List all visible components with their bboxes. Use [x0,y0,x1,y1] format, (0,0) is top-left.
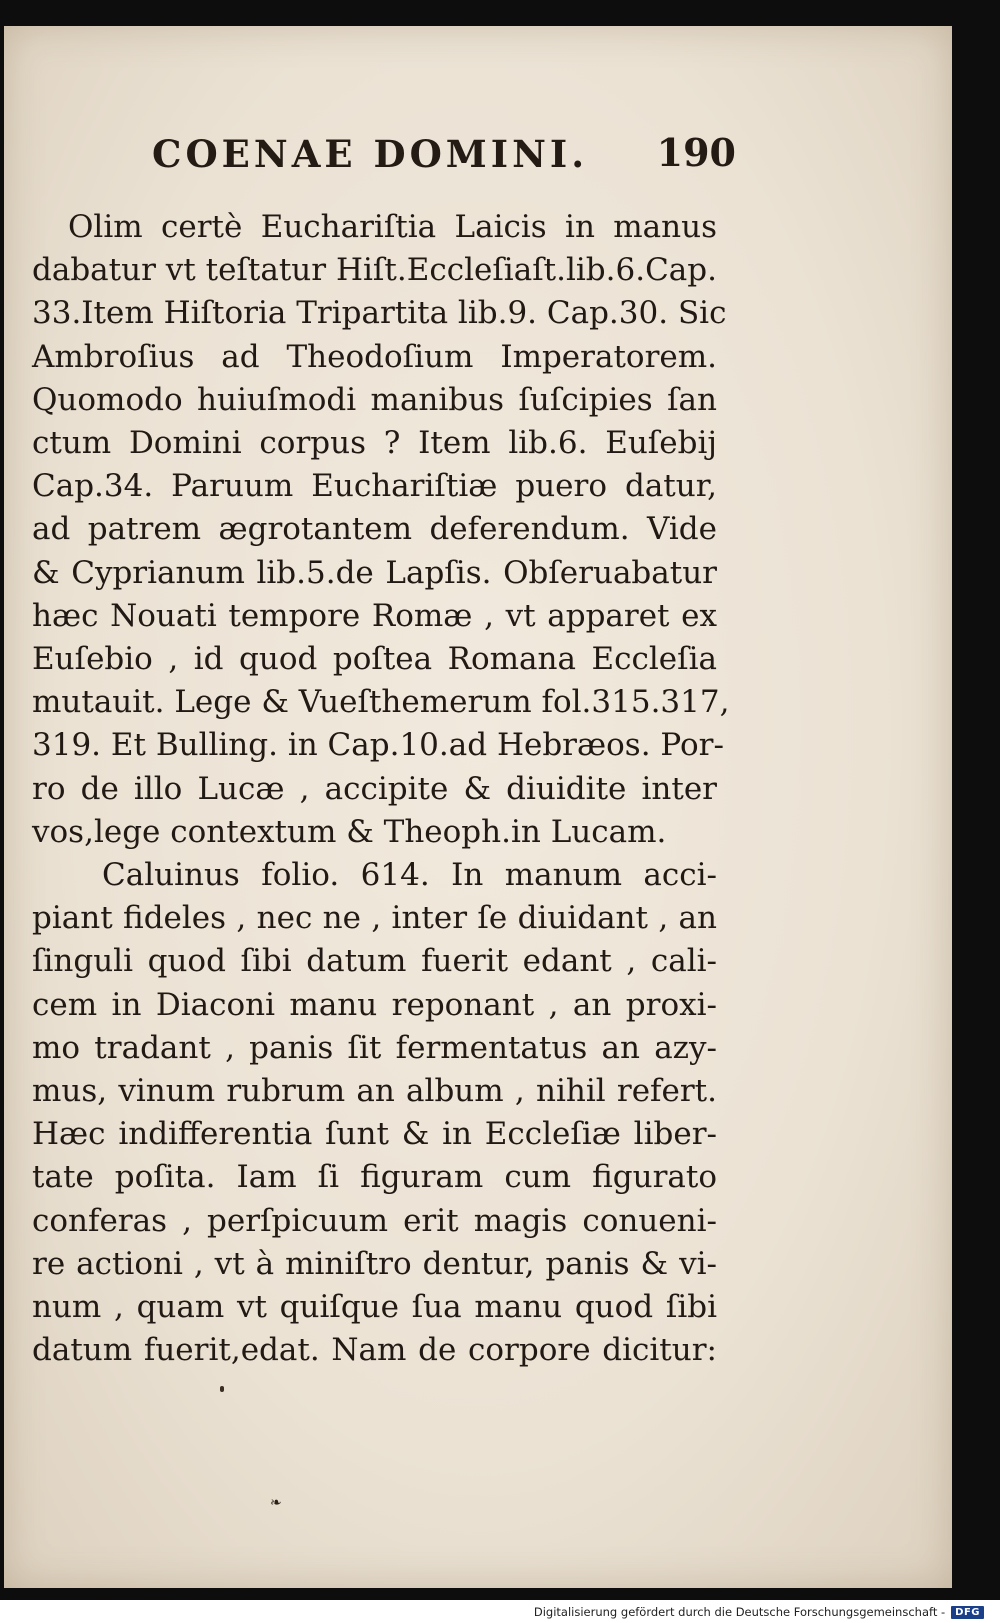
page-header [144,124,744,184]
text-line: dabatur vt teſtatur Hiſt.Eccleſiaſt.lib.6.Cap. [32,252,717,289]
text-line: Hæc indifferentia ſunt & in Eccleſiæ liber- [32,1116,717,1153]
running-title: COENAE DOMINI. [152,132,589,176]
text-line: mutauit. Lege & Vueſthemerum fol.315.317, [32,684,730,721]
text-line: 319. Et Bulling. in Cap.10.ad Hebræos. Por- [32,727,724,764]
ink-speck [220,1386,224,1392]
text-line: Quomodo huiuſmodi manibus ſuſcipies ſan [32,381,717,418]
credit-text: Digitalisierung gefördert durch die Deutsche Forschungsgemeinschaft - [533,1605,946,1619]
body-text [32,206,730,1372]
text-line: piant fideles , nec ne , inter ſe diuidant , an [32,900,717,937]
text-line: 33.Item Hiſtoria Tripartita lib.9. Cap.30. Sic [32,295,727,332]
text-line: hæc Nouati tempore Romæ , vt apparet ex [32,597,717,634]
text-line: mus, vinum rubrum an album , nihil refert. [32,1073,717,1110]
text-line: cem in Diaconi manu reponant , an proxi- [32,986,717,1023]
text-line: mo tradant , panis ſit fermentatus an azy- [32,1029,717,1066]
text-line: Euſebio , id quod poſtea Romana Eccleſia [32,641,717,678]
text-line: num , quam vt quiſque ſua manu quod ſibi [32,1289,717,1326]
text-line: Caluinus folio. 614. In manum acci- [102,857,717,894]
text-line: datum fuerit,edat. Nam de corpore dicitur: [32,1332,717,1369]
page-number: 190 [656,130,736,175]
text-line: & Cyprianum lib.5.de Lapſis. Obſeruabatur [32,554,717,591]
text-line: ro de illo Lucæ , accipite & diuidite inter [32,770,717,807]
text-line: tate poſita. Iam ſi figuram cum figurato [32,1159,717,1196]
digitization-credit [534,1603,984,1621]
text-line: Ambroſius ad Theodoſium Imperatorem. [32,338,717,375]
text-line: re actioni , vt à miniſtro dentur, panis & vi- [32,1245,717,1282]
text-line: vos,lege contextum & Theoph.in Lucam. [32,813,667,850]
text-line: ſinguli quod ſibi datum fuerit edant , cali- [32,943,717,980]
printer-ornament-icon: ❧ [270,1495,282,1511]
text-line: Cap.34. Paruum Euchariſtiæ puero datur, [32,468,717,505]
text-line: ad patrem ægrotantem deferendum. Vide [32,511,717,548]
dfg-logo-icon: DFG [951,1606,984,1619]
text-line: Olim certè Euchariſtia Laicis in manus [68,209,717,245]
book-page [4,26,952,1588]
text-line: conferas , perſpicuum erit magis conueni- [32,1202,717,1239]
text-line: ctum Domini corpus ? Item lib.6. Euſebij [32,425,717,462]
